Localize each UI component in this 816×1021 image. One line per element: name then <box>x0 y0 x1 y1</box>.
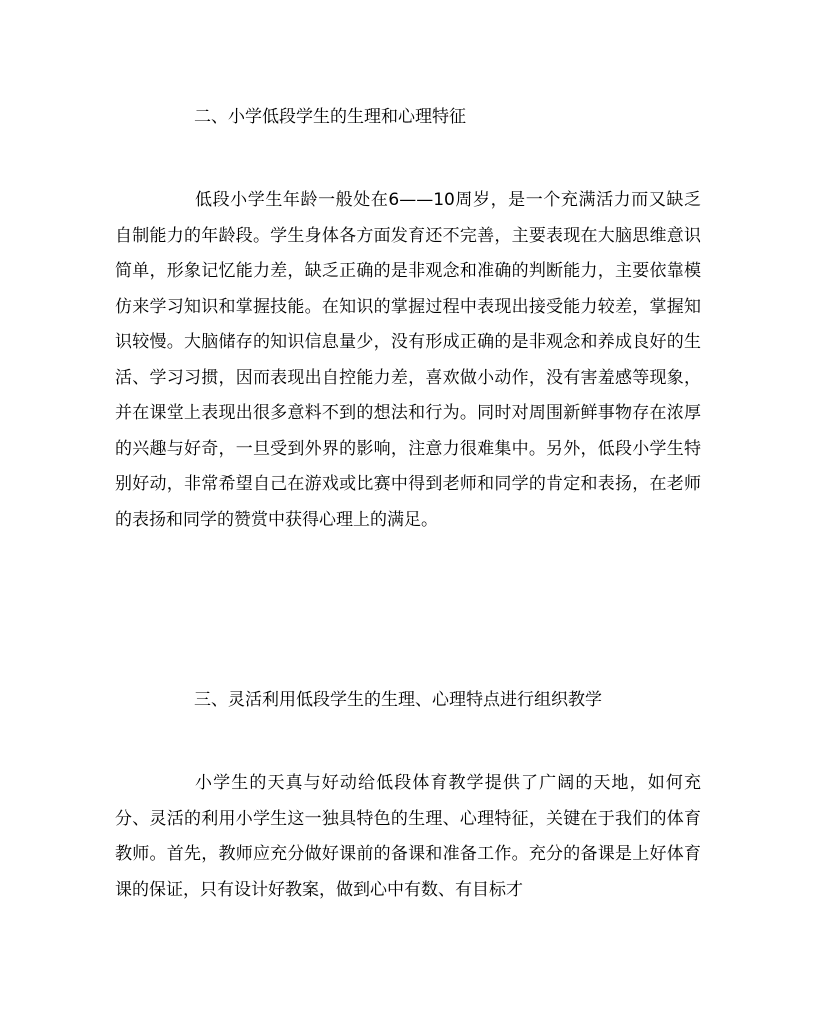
section-heading-2: 二、小学低段学生的生理和心理特征 <box>194 107 466 127</box>
section-heading-3: 三、灵活利用低段学生的生理、心理特点进行组织教学 <box>194 690 602 710</box>
section-paragraph-2: 低段小学生年龄一般处在6——10周岁，是一个充满活力而又缺乏自制能力的年龄段。学生身体各方面发育还不完善，主要表现在大脑思维意识简单，形象记忆能力差，缺乏正确的是非观念和准确的判断能力，主要依靠模仿来学习知识和掌握技能。在知识的掌握过程中表现出接受能力较差，掌握知识较慢。大脑储存的知识信息量少，没有形成正确的是非观念和养成良好的生活、学习习掼，因而表现出自控能力差，喜欢做小动作，没有害羞感等现象，并在课堂上表现出很多意料不到的想法和行为。同时对周围新鲜事物存在浓厚的兴趣与好奇，一旦受到外界的影响，注意力很难集中。另外，低段小学生特别好动，非常希望自己在游戏或比赛中得到老师和同学的肯定和表扬，在老师的表扬和同学的赞赏中获得心理上的满足。 <box>115 190 701 530</box>
section-paragraph-3: 小学生的天真与好动给低段体育教学提供了广阔的天地，如何充分、灵活的利用小学生这一独具特色的生理、心理特征，关键在于我们的体育教师。首先，教师应充分做好课前的备课和准备工作。充分的备课是上好体育课的保证，只有设计好教案，做到心中有数、有目标才 <box>115 773 701 900</box>
